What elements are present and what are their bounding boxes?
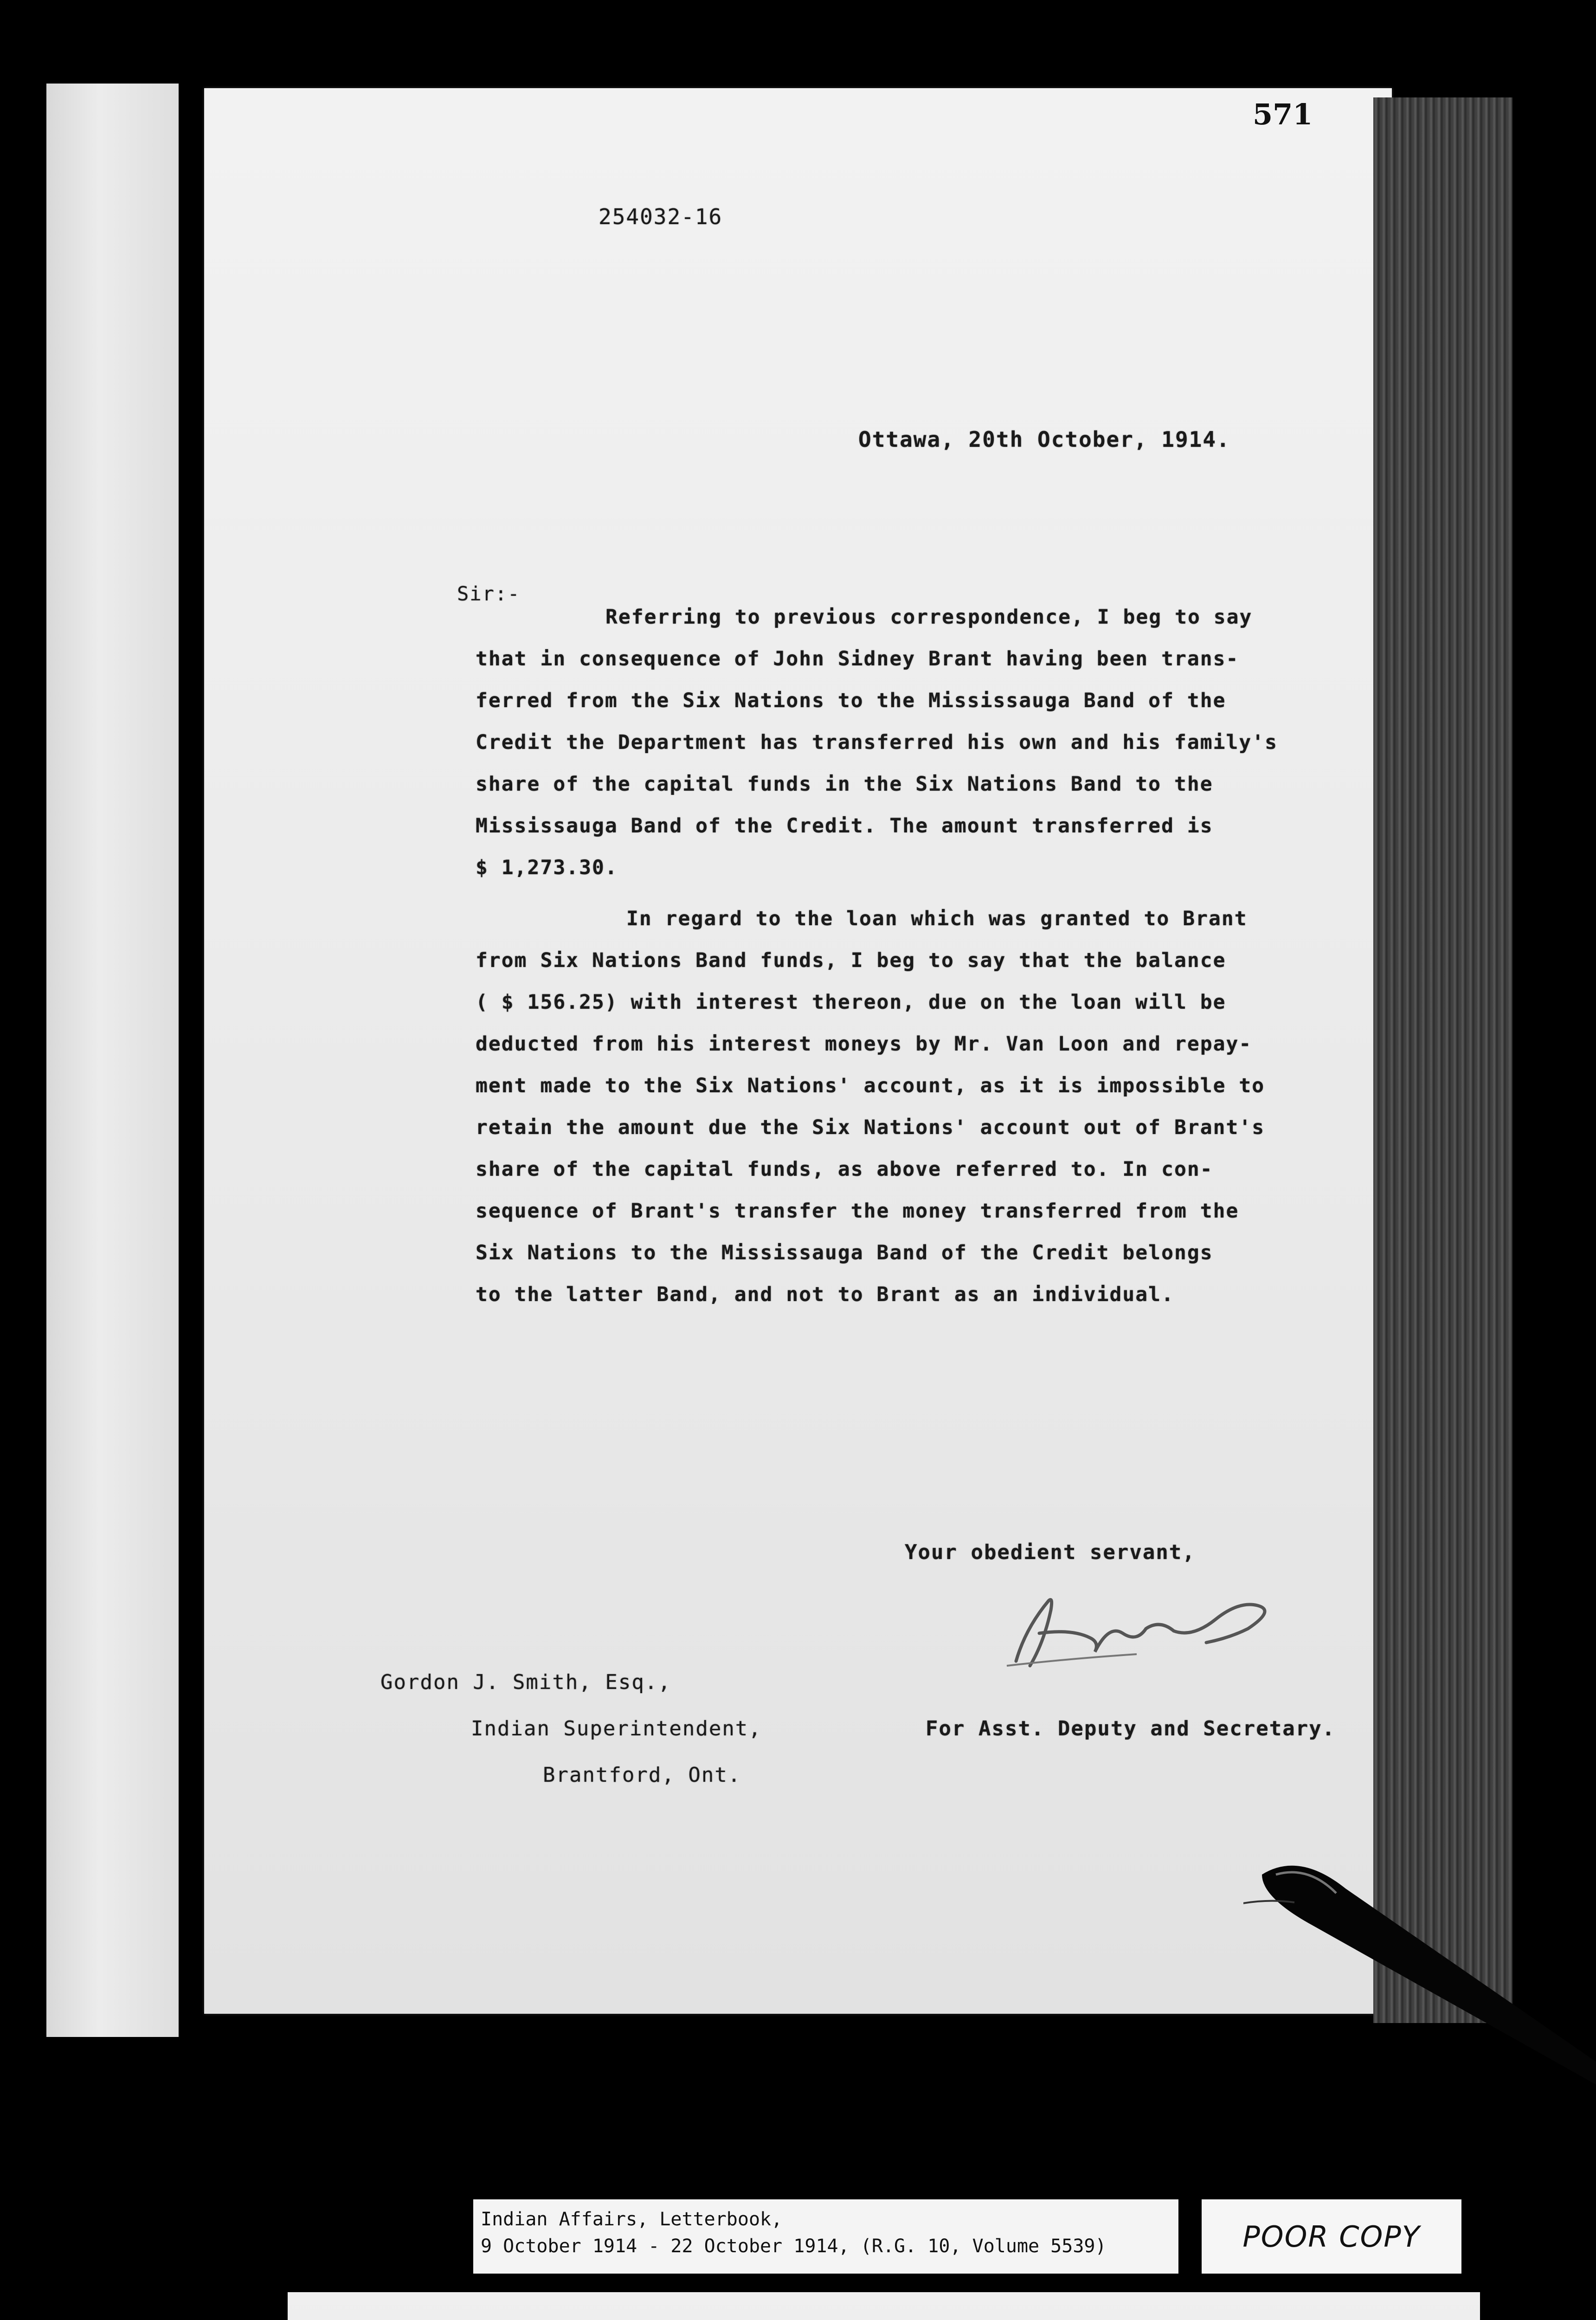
body-line: ferred from the Six Nations to the Mississauga Band of the bbox=[476, 689, 1226, 712]
body-line: Credit the Department has transferred his own and his family's bbox=[476, 731, 1278, 754]
copy-quality-text: POOR COPY bbox=[1242, 2219, 1421, 2254]
citation-line-2: 9 October 1914 - 22 October 1914, (R.G. 10, Volume 5539) bbox=[481, 2236, 1107, 2257]
body-line: deducted from his interest moneys by Mr. Van Loon and repay- bbox=[476, 1032, 1252, 1056]
body-line: that in consequence of John Sidney Brant having been trans- bbox=[476, 647, 1239, 670]
page-holder-pointer bbox=[1243, 1847, 1596, 2116]
citation-line-1: Indian Affairs, Letterbook, bbox=[481, 2209, 783, 2230]
body-line: Six Nations to the Mississauga Band of the Credit belongs bbox=[476, 1241, 1213, 1264]
body-line: from Six Nations Band funds, I beg to say that the balance bbox=[476, 949, 1226, 972]
salutation: Sir:- bbox=[457, 582, 521, 605]
body-line: Referring to previous correspondence, I beg to say bbox=[605, 606, 1253, 629]
body-line: $ 1,273.30. bbox=[476, 856, 618, 879]
facing-page-edge bbox=[46, 84, 179, 2037]
body-line: sequence of Brant's transfer the money transferred from the bbox=[476, 1199, 1239, 1223]
page-number: 571 bbox=[1253, 97, 1313, 131]
body-line: ment made to the Six Nations' account, as it is impossible to bbox=[476, 1074, 1265, 1097]
addressee-title: Indian Superintendent, bbox=[471, 1717, 762, 1740]
file-reference: 254032-16 bbox=[598, 204, 723, 229]
body-line: In regard to the loan which was granted to Brant bbox=[626, 907, 1248, 930]
book-spine-edge bbox=[1373, 97, 1512, 2023]
closing: Your obedient servant, bbox=[905, 1540, 1196, 1564]
date-line: Ottawa, 20th October, 1914. bbox=[858, 427, 1230, 452]
body-line: ( $ 156.25) with interest thereon, due on the loan will be bbox=[476, 991, 1226, 1014]
addressee-location: Brantford, Ont. bbox=[543, 1763, 741, 1787]
body-line: retain the amount due the Six Nations' account out of Brant's bbox=[476, 1116, 1265, 1139]
handwritten-signature bbox=[998, 1573, 1285, 1680]
citation-label bbox=[473, 2199, 1178, 2274]
copy-quality-label bbox=[1202, 2199, 1461, 2274]
body-line: share of the capital funds in the Six Nations Band to the bbox=[476, 773, 1213, 796]
archives-banner bbox=[288, 2292, 1480, 2320]
body-line: share of the capital funds, as above referred to. In con- bbox=[476, 1158, 1213, 1181]
body-line: Mississauga Band of the Credit. The amount transferred is bbox=[476, 814, 1213, 838]
body-line: to the latter Band, and not to Brant as an individual. bbox=[476, 1283, 1174, 1306]
addressee-name: Gordon J. Smith, Esq., bbox=[380, 1670, 671, 1694]
signatory-title: For Asst. Deputy and Secretary. bbox=[926, 1717, 1336, 1740]
